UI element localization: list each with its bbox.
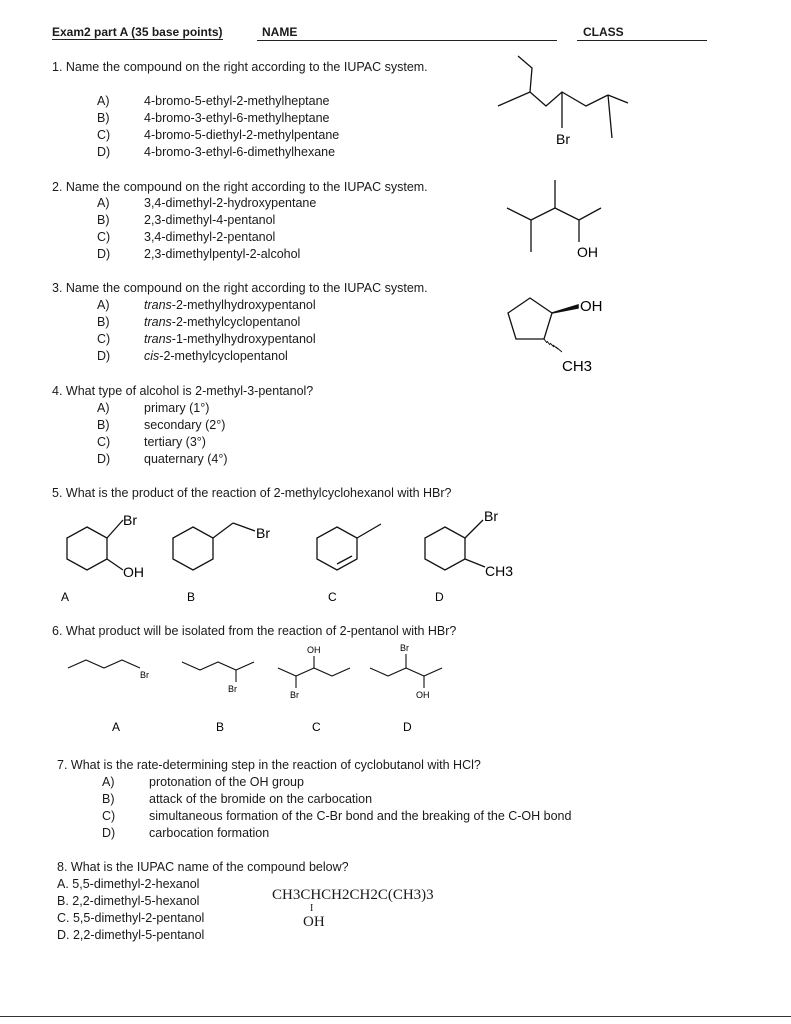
q6-structure-d <box>370 643 442 700</box>
q6-letter-a[interactable]: A <box>112 720 121 734</box>
q4-option-key: A) <box>97 401 110 415</box>
q7-options <box>102 775 622 843</box>
q6-structures <box>60 640 490 740</box>
q7-prompt: 7. What is the rate-determining step in the reaction of cyclobutanol with HCl? <box>57 758 481 772</box>
q3-option-d[interactable]: cis-2-methylcyclopentanol <box>144 349 288 363</box>
q5-d-br: Br <box>484 508 498 524</box>
q1-structure <box>490 50 650 160</box>
q3-option-key: C) <box>97 332 111 346</box>
q3-ch3-label: CH3 <box>562 358 593 375</box>
q2-option-key: C) <box>97 230 111 244</box>
q8-formula: CH3CHCH2CH2C(CH3)3 <box>272 887 434 903</box>
q5-letter-b[interactable]: B <box>187 590 196 604</box>
q6-prompt: 6. What product will be isolated from the reaction of 2-pentanol with HBr? <box>52 624 457 638</box>
q4-option-c[interactable]: tertiary (3°) <box>144 435 206 449</box>
q4-prompt: 4. What type of alcohol is 2-methyl-3-pentanol? <box>52 384 314 398</box>
q2-option-c[interactable]: 3,4-dimethyl-2-pentanol <box>144 230 276 244</box>
q6-letter-c[interactable]: C <box>312 720 321 734</box>
q2-option-b[interactable]: 2,3-dimethyl-4-pentanol <box>144 213 276 227</box>
q5-a-br: Br <box>123 512 137 528</box>
q6-letter-d[interactable]: D <box>403 720 412 734</box>
q3-structure <box>500 285 650 380</box>
q5-d-ch3: CH3 <box>485 563 514 579</box>
q8-options <box>57 877 257 945</box>
q8-option-b[interactable]: B. 2,2-dimethyl-5-hexanol <box>57 894 200 908</box>
q3-option-a[interactable]: trans-2-methylhydroxypentanol <box>144 298 316 312</box>
q3-option-b[interactable]: trans-2-methylcyclopentanol <box>144 315 301 329</box>
q3-option-key: B) <box>97 315 110 329</box>
q7-option-key: C) <box>102 809 116 823</box>
q7-option-key: B) <box>102 792 115 806</box>
q4-option-key: B) <box>97 418 110 432</box>
q1-option-key: B) <box>97 111 110 125</box>
q4-option-a[interactable]: primary (1°) <box>144 401 210 415</box>
q1-option-b[interactable]: 4-bromo-3-ethyl-6-methylheptane <box>144 111 330 125</box>
q6-a-br: Br <box>140 670 149 680</box>
q4-option-b[interactable]: secondary (2°) <box>144 418 226 432</box>
q7-option-a[interactable]: protonation of the OH group <box>149 775 304 789</box>
q2-option-d[interactable]: 2,3-dimethylpentyl-2-alcohol <box>144 247 301 261</box>
q3-option-c[interactable]: trans-1-methylhydroxypentanol <box>144 332 316 346</box>
q1-prompt: 1. Name the compound on the right according to the IUPAC system. <box>52 60 428 74</box>
q8-option-c[interactable]: C. 5,5-dimethyl-2-pentanol <box>57 911 205 925</box>
q8-prompt: 8. What is the IUPAC name of the compound below? <box>57 860 349 874</box>
q5-a-oh: OH <box>123 564 144 580</box>
q5-letter-d[interactable]: D <box>435 590 444 604</box>
q1-option-c[interactable]: 4-bromo-5-diethyl-2-methylpentane <box>144 128 340 142</box>
q6-structure-a <box>68 660 149 680</box>
q5-prompt: 5. What is the product of the reaction of 2-methylcyclohexanol with HBr? <box>52 486 452 500</box>
class-line <box>577 40 707 41</box>
q3-oh-label: OH <box>580 298 603 315</box>
q1-option-key: D) <box>97 145 111 159</box>
q6-structure-c <box>278 645 350 700</box>
q8-formula-bond: I <box>310 903 314 914</box>
q2-structure <box>495 172 635 267</box>
q5-structures <box>45 505 545 610</box>
q4-option-key: C) <box>97 435 111 449</box>
q8-formula-oh: OH <box>303 914 325 930</box>
q3-option-key: A) <box>97 298 110 312</box>
q2-option-a[interactable]: 3,4-dimethyl-2-hydroxypentane <box>144 196 317 210</box>
q5-structure-c <box>317 524 381 570</box>
q6-c-oh: OH <box>307 645 321 655</box>
q5-b-br: Br <box>256 525 270 541</box>
class-label: CLASS <box>583 25 624 39</box>
q7-option-key: A) <box>102 775 115 789</box>
q6-letter-b[interactable]: B <box>216 720 225 734</box>
q2-option-key: B) <box>97 213 110 227</box>
q1-option-d[interactable]: 4-bromo-3-ethyl-6-dimethylhexane <box>144 145 336 159</box>
exam-header <box>52 25 712 40</box>
q8-option-d[interactable]: D. 2,2-dimethyl-5-pentanol <box>57 928 205 942</box>
q2-option-key: D) <box>97 247 111 261</box>
q1-br-label: Br <box>556 131 570 147</box>
q4-option-key: D) <box>97 452 111 466</box>
q3-options <box>97 298 397 366</box>
q4-option-d[interactable]: quaternary (4°) <box>144 452 228 466</box>
q5-structure-b <box>173 523 270 570</box>
q6-c-br: Br <box>290 690 299 700</box>
q2-option-key: A) <box>97 196 110 210</box>
q2-oh-label: OH <box>577 244 598 260</box>
page-bottom-rule <box>0 1016 791 1017</box>
exam-title: Exam2 part A (35 base points) <box>52 25 223 39</box>
q8-option-a[interactable]: A. 5,5-dimethyl-2-hexanol <box>57 877 200 891</box>
q3-prompt: 3. Name the compound on the right according to the IUPAC system. <box>52 281 428 295</box>
q5-letter-a[interactable]: A <box>61 590 70 604</box>
q6-d-oh: OH <box>416 690 430 700</box>
q1-option-key: A) <box>97 94 110 108</box>
q7-option-d[interactable]: carbocation formation <box>149 826 270 840</box>
q7-option-c[interactable]: simultaneous formation of the C-Br bond and the breaking of the C-OH bond <box>149 809 572 823</box>
q2-prompt: 2. Name the compound on the right according to the IUPAC system. <box>52 180 428 194</box>
name-label: NAME <box>262 25 298 39</box>
q2-options <box>97 196 397 264</box>
q1-options <box>97 94 397 162</box>
q7-option-key: D) <box>102 826 116 840</box>
q1-option-a[interactable]: 4-bromo-5-ethyl-2-methylheptane <box>144 94 330 108</box>
name-line <box>257 40 557 41</box>
q6-structure-b <box>182 662 254 694</box>
q5-structure-a <box>67 512 144 580</box>
q5-structure-d <box>425 508 513 579</box>
q5-letter-c[interactable]: C <box>328 590 337 604</box>
q6-d-br: Br <box>400 643 409 653</box>
q1-option-key: C) <box>97 128 111 142</box>
q6-b-br: Br <box>228 684 237 694</box>
q4-options <box>97 401 397 469</box>
q3-option-key: D) <box>97 349 111 363</box>
q7-option-b[interactable]: attack of the bromide on the carbocation <box>149 792 373 806</box>
